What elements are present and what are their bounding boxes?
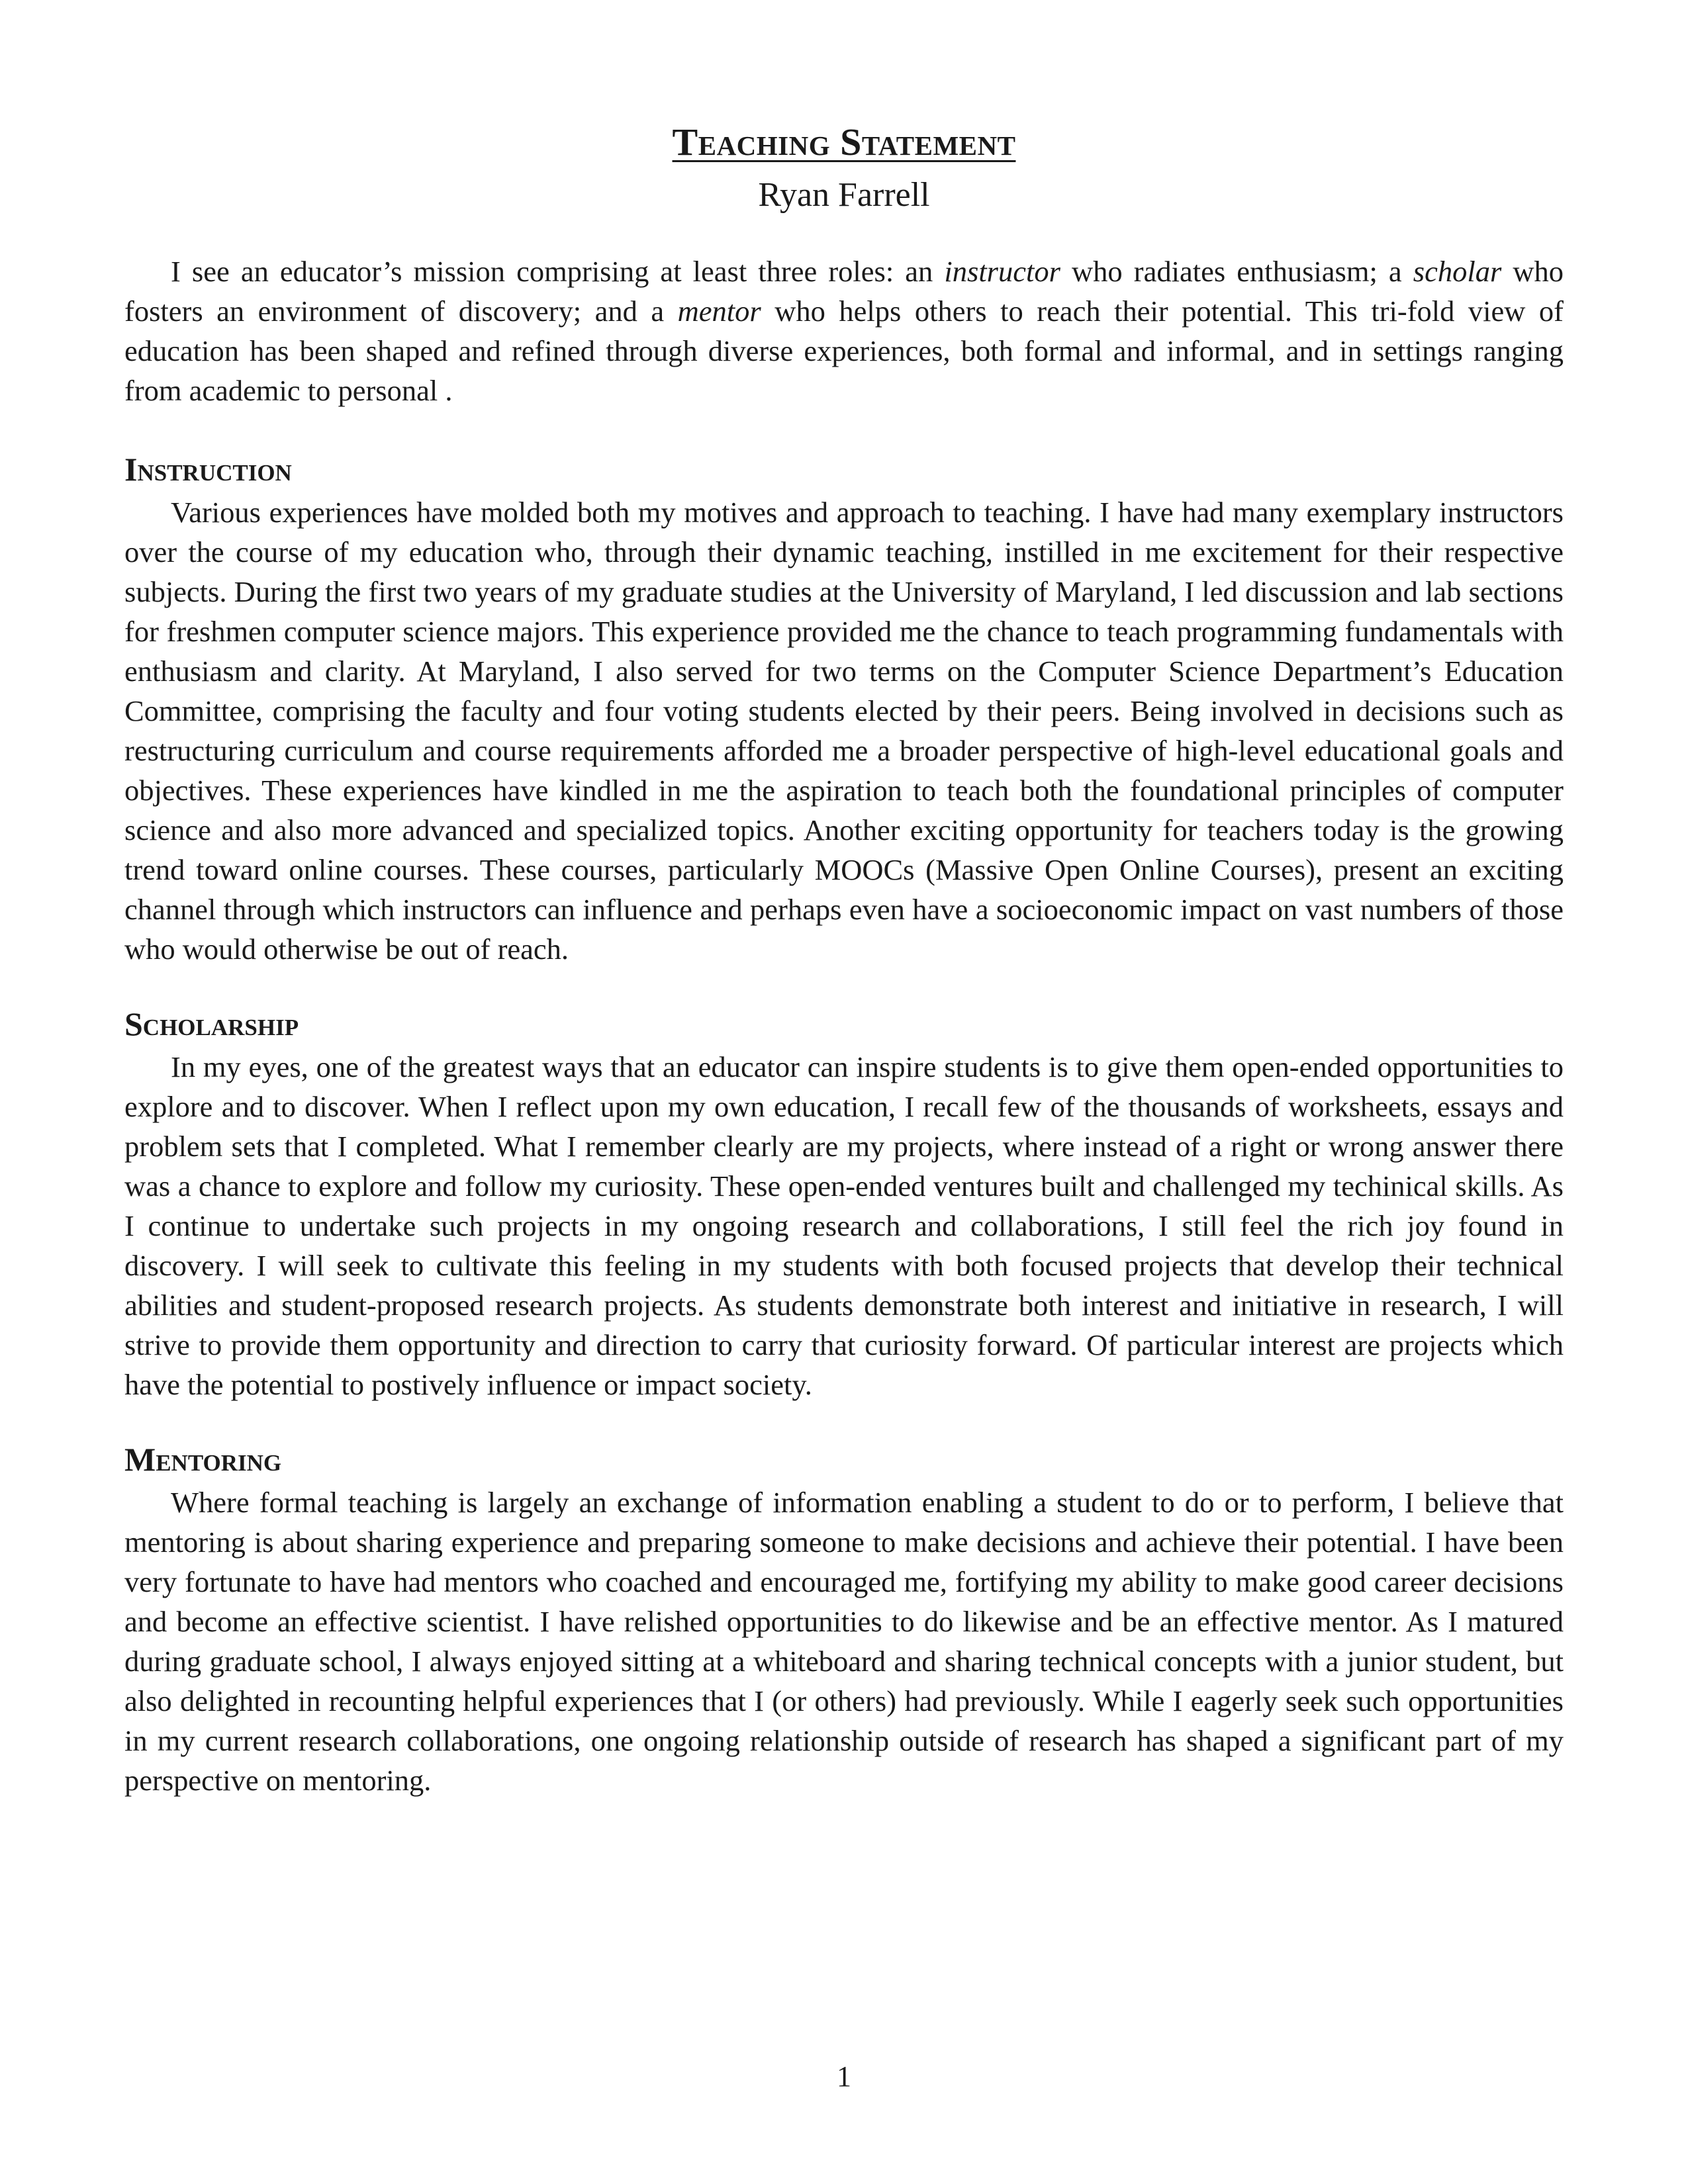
page-number: 1: [837, 2060, 851, 2093]
intro-role-scholar: scholar: [1413, 255, 1502, 288]
intro-text-4: who helps others to reach their potential. This tri-fold view of education has been shaped and refined through diverse experiences, both formal and informal, and in settings ranging from academic to personal .: [124, 295, 1564, 407]
document-title-text: Teaching Statement: [672, 120, 1016, 163]
intro-text-2: who radiates enthusiasm; a: [1060, 255, 1413, 288]
intro-role-mentor: mentor: [677, 295, 761, 328]
section-heading-scholarship: Scholarship: [124, 1005, 299, 1042]
intro-role-instructor: instructor: [944, 255, 1060, 288]
section-heading-mentoring: Mentoring: [124, 1441, 282, 1478]
section-paragraph-mentoring: Where formal teaching is largely an exchange of information enabling a student to do or to perform, I believe that mentoring is about sharing experience and preparing someone to make decisions and achieve their potential. I have been very fortunate to have had mentors who coached and encouraged me, fortifying my ability to make good career decisions and become an effective scientist. I have relished opportunities to do likewise and be an effective mentor. As I matured during graduate school, I always enjoyed sitting at a whiteboard and sharing technical concepts with a junior student, but also delighted in recounting helpful experiences that I (or others) had previously. While I eagerly seek such opportunities in my current research collaborations, one ongoing relationship outside of research has shaped a significant part of my perspective on mentoring.: [124, 1486, 1564, 1797]
intro-text-3: who fosters an environment of discovery; and a: [124, 255, 1564, 328]
section-paragraph-instruction: Various experiences have molded both my motives and approach to teaching. I have had many exemplary instructors over the course of my education who, through their dynamic teaching, instilled in me excitement for their respective subjects. During the first two years of my graduate studies at the University of Maryland, I led discussion and lab sections for freshmen computer science majors. This experience provided me the chance to teach programming fundamentals with enthusiasm and clarity. At Maryland, I also served for two terms on the Computer Science Department’s Education Committee, comprising the faculty and four voting students elected by their peers. Being involved in decisions such as restructuring curriculum and course requirements afforded me a broader perspective of high-level educational goals and objectives. These experiences have kindled in me the aspiration to teach both the foundational principles of computer science and also more advanced and specialized topics. Another exciting opportunity for teachers today is the growing trend toward online courses. These courses, particularly MOOCs (Massive Open Online Courses), present an exciting channel through which instructors can influence and perhaps even have a socioeconomic impact on vast numbers of those who would otherwise be out of reach.: [124, 496, 1564, 966]
intro-text-1: I see an educator’s mission comprising at least three roles: an: [171, 255, 945, 288]
intro-paragraph: [124, 251, 1564, 410]
document-page: [124, 113, 1564, 1800]
section-heading-instruction: Instruction: [124, 451, 292, 488]
author-name: Ryan Farrell: [758, 176, 930, 214]
section-paragraph-scholarship: In my eyes, one of the greatest ways that an educator can inspire students is to give them open-ended opportunities to explore and to discover. When I reflect upon my own education, I recall few of the thousands of worksheets, essays and problem sets that I completed. What I remember clearly are my projects, where instead of a right or wrong answer there was a chance to explore and follow my curiosity. These open-ended ventures built and challenged my techinical skills. As I continue to undertake such projects in my ongoing research and collaborations, I still feel the rich joy found in discovery. I will seek to cultivate this feeling in my students with both focused projects that develop their technical abilities and student-proposed research projects. As students demonstrate both interest and initiative in research, I will strive to provide them opportunity and direction to carry that curiosity forward. Of particular interest are projects which have the potential to postively influence or impact society.: [124, 1050, 1564, 1401]
document-title: [124, 113, 1564, 172]
